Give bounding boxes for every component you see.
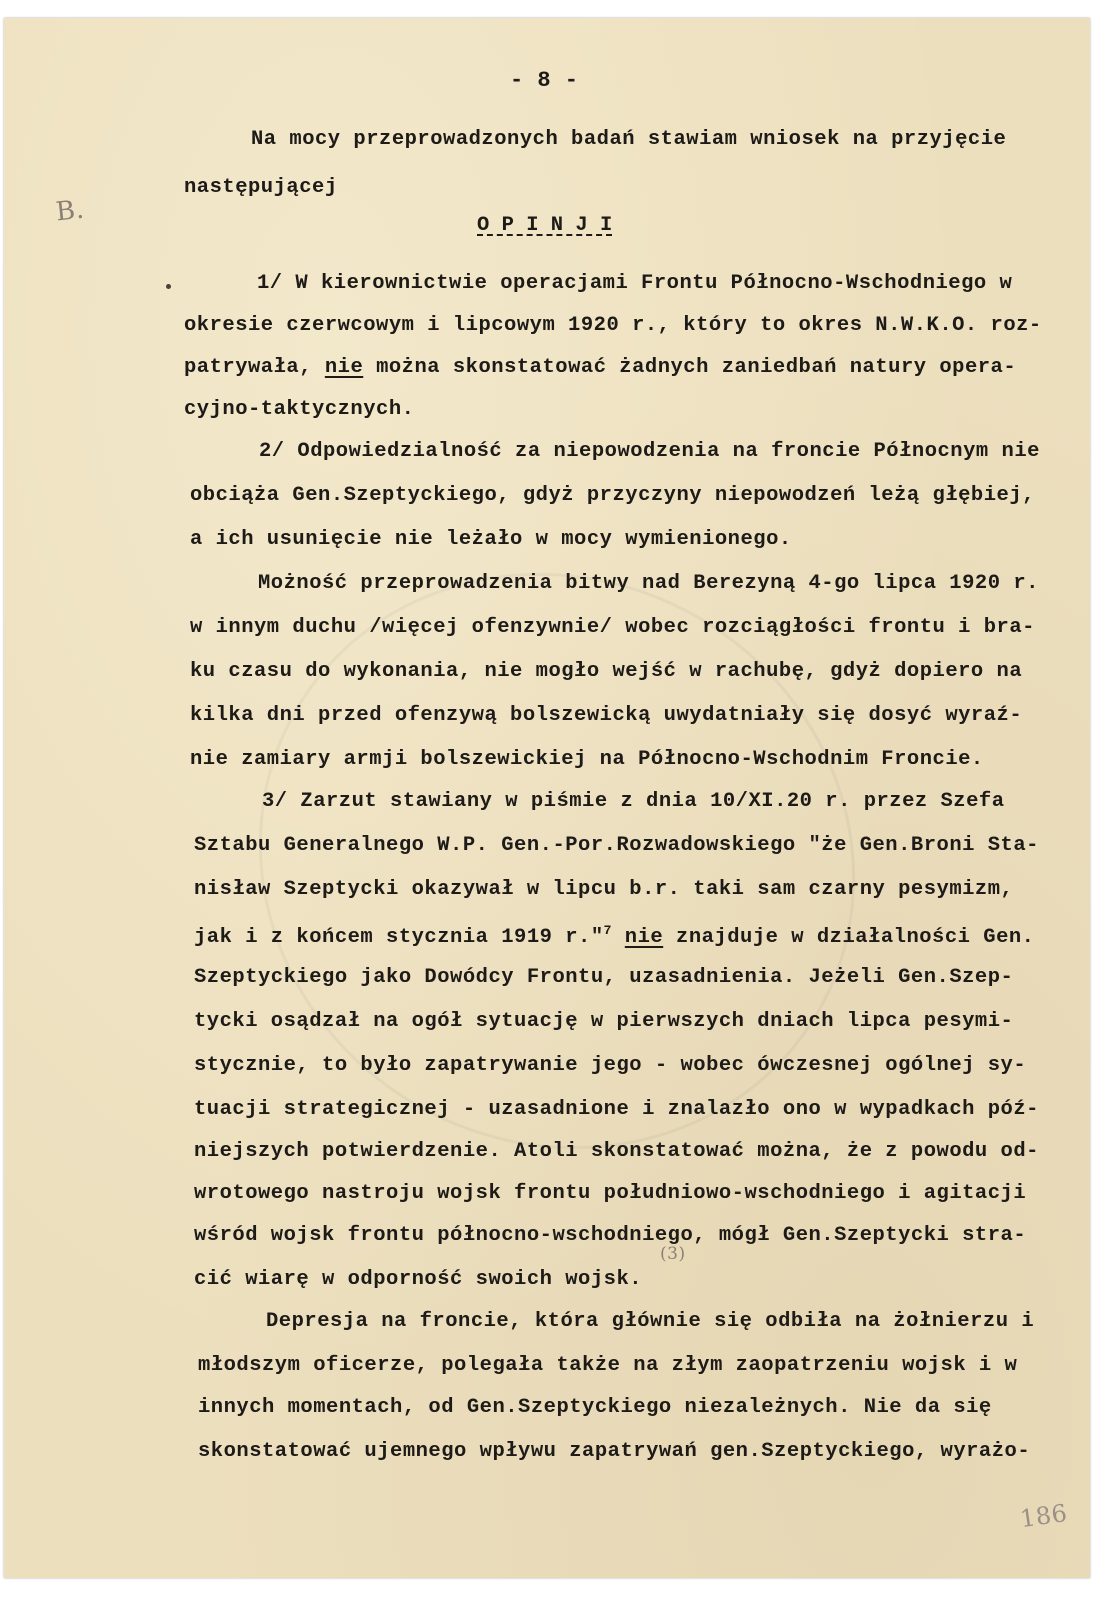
margin-dot xyxy=(166,284,171,289)
paragraph-line: patrywała, nie można skonstatować żadnych zaniedbań natury opera- xyxy=(184,356,1017,379)
paragraph-line: ku czasu do wykonania, nie mogło wejść w rachubę, gdyż dopiero na xyxy=(190,660,1023,683)
paragraph-line: Depresja na froncie, która głównie się odbiła na żołnierzu i xyxy=(266,1310,1035,1333)
intro-line: Na mocy przeprowadzonych badań stawiam wniosek na przyjęcie xyxy=(251,128,1007,151)
intro-line: następującej xyxy=(184,176,338,199)
paragraph-line: 1/ W kierownictwie operacjami Frontu Północno-Wschodniego w xyxy=(257,272,1013,295)
underlined-word: nie xyxy=(324,356,364,379)
paragraph-line: skonstatować ujemnego wpływu zapatrywań gen.Szeptyckiego, wyrażo- xyxy=(198,1440,1031,1463)
paragraph-line: nisław Szeptycki okazywał w lipcu b.r. taki sam czarny pesymizm, xyxy=(194,878,1014,901)
paragraph-line: tycki osądzał na ogół sytuację w pierwszych dniach lipca pesymi- xyxy=(194,1010,1014,1033)
paragraph-line: młodszym oficerze, polegała także na złym zaopatrzeniu wojsk i w xyxy=(198,1354,1018,1377)
document-page xyxy=(4,18,1090,1578)
paragraph-line: Możność przeprowadzenia bitwy nad Berezyną 4-go lipca 1920 r. xyxy=(258,572,1039,595)
paragraph-line: kilka dni przed ofenzywą bolszewicką uwydatniały się dosyć wyraź- xyxy=(190,704,1023,727)
paragraph-line: obciąża Gen.Szeptyckiego, gdyż przyczyny niepowodzeń leżą głębiej, xyxy=(190,484,1035,507)
paragraph-line: wrotowego nastroju wojsk frontu południowo-wschodniego i agitacji xyxy=(194,1182,1027,1205)
folio-number: 186 xyxy=(1018,1498,1070,1534)
paragraph-line: a ich usunięcie nie leżało w mocy wymienionego. xyxy=(190,528,792,551)
paragraph-line: w innym duchu /więcej ofenzywnie/ wobec rozciągłości frontu i bra- xyxy=(190,616,1035,639)
paragraph-line: jak i z końcem stycznia 1919 r."$^7$ nie znajduje w działalności Gen. xyxy=(194,923,1035,949)
paragraph-line: Sztabu Generalnego W.P. Gen.-Por.Rozwadowskiego "że Gen.Broni Sta- xyxy=(194,834,1039,857)
section-title: O P I N J I xyxy=(477,214,613,237)
paragraph-line: 2/ Odpowiedzialność za niepowodzenia na froncie Północnym nie xyxy=(259,440,1040,463)
paragraph-line: cić wiarę w odporność swoich wojsk. xyxy=(194,1268,643,1291)
paragraph-line: niejszych potwierdzenie. Atoli skonstatować można, że z powodu od- xyxy=(194,1140,1039,1163)
paragraph-line: 3/ Zarzut stawiany w piśmie z dnia 10/XI.20 r. przez Szefa xyxy=(262,790,1005,813)
paragraph-line: Szeptyckiego jako Dowódcy Frontu, uzasadnienia. Jeżeli Gen.Szep- xyxy=(194,966,1014,989)
paragraph-line: stycznie, to było zapatrywanie jego - wobec ówczesnej ogólnej sy- xyxy=(194,1054,1027,1077)
paragraph-line: wśród wojsk frontu północno-wschodniego, mógł Gen.Szeptycki stra- xyxy=(194,1224,1027,1247)
margin-note-footnote: (3) xyxy=(660,1244,686,1264)
paragraph-line: tuacji strategicznej - uzasadnione i znalazło ono w wypadkach póź- xyxy=(194,1098,1039,1121)
page-number: - 8 - xyxy=(510,68,579,93)
paragraph-line: cyjno-taktycznych. xyxy=(184,398,415,421)
paragraph-line: nie zamiary armji bolszewickiej na Północno-Wschodnim Froncie. xyxy=(190,748,984,771)
paragraph-line: okresie czerwcowym i lipcowym 1920 r., który to okres N.W.K.O. roz- xyxy=(184,314,1042,337)
footnote-marker: 7 xyxy=(603,923,612,938)
paragraph-line: innych momentach, od Gen.Szeptyckiego niezależnych. Nie da się xyxy=(198,1396,992,1419)
margin-note-left: B. xyxy=(54,194,86,228)
underlined-word: nie xyxy=(624,925,664,949)
